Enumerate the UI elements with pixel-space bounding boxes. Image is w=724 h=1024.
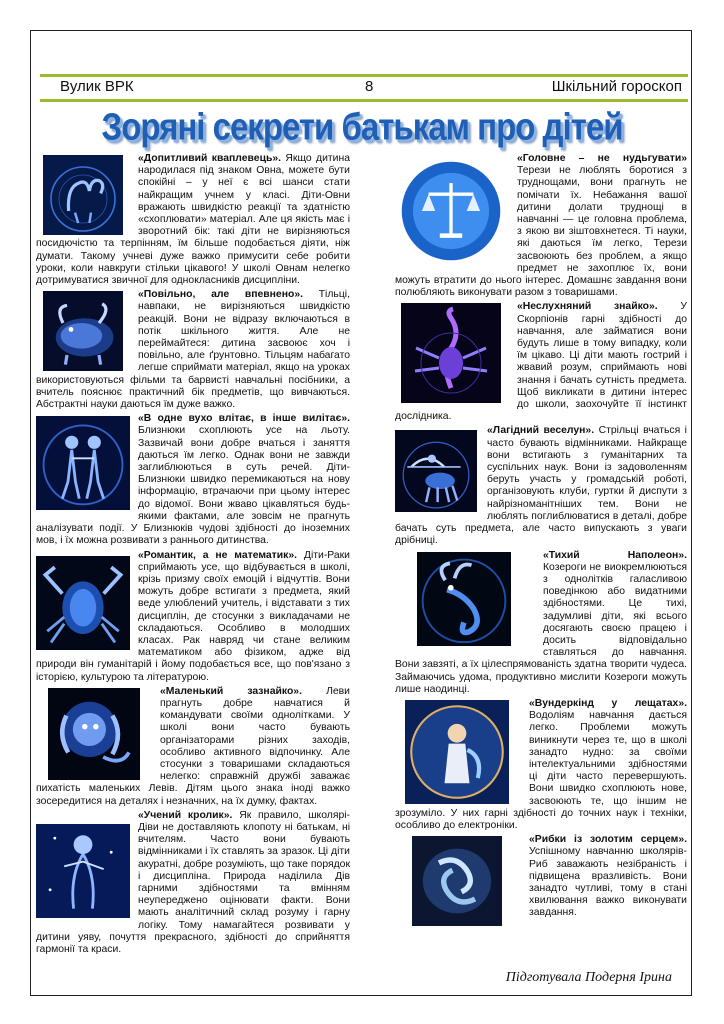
entry-pisces [395,834,687,928]
entry-capricorn [395,550,687,696]
entry-lead: «Маленький зазнайко». [160,685,302,697]
aries-icon [36,155,130,235]
entry-lead: «Допитливий кваплевець». [138,153,282,164]
entry-lead: «В одне вухо влітає, в інше вилітає». [138,413,350,425]
header-rule-top [40,74,688,77]
pisces-icon [395,836,519,926]
entry-text: Водоліям навчання дається легко. Проблеми можуть виникнути через те, що в школі занадто нудно: за своїми інтелектуальними здібностями ці діти часто перевершують. Вони швидко схоплюють нове, засвоюють те, що іншим не зрозуміло. У них гарні здібності до точних наук і техніки, особливо до електроніки. [395,710,687,831]
entry-text: Козероги не виокремлюються з однолітків галасливою поведінкою або видатними здібностями. Це тихі, задумливі діти, які всього досягають своєю працею і досить відповідально ставляться до навчання. Вони завзяті, а їх цілеспрямованість здатна творити чудеса. Займаючись удома, продуктивно мислити Козероги можуть лише наодинці. [395,561,687,695]
capricorn-icon [395,552,533,646]
entry-lead: «Головне – не нудьгувати» [517,153,687,164]
taurus-icon [36,291,130,371]
cancer-icon [36,552,130,654]
entry-lead: «Рибки із золотим серцем». [529,834,687,846]
entry-sagittarius [395,425,687,547]
entry-text: Як правило, школярі-Діви не доставляють клопоту ні батькам, ні вчителям. Часто вони бувають відмінниками і їх ставлять за зразок. Ці діти акуратні, добре розуміють, що таке порядок і дисципліна. Природа наділила Дів гарними здібностями та вмінням неупереджено оцінювати факти. Вони мають аналітичний склад розуму і гарну логіку. Тому намагайтеся розвивати у дитини уяву, почуття прекрасного, здібності до сприйняття гармонії та краси. [36,809,350,955]
entry-text: Терези не люблять боротися з труднощами, вони прагнуть не помічати їх. Небажання вашої дитини долати труднощі в навчанні — це головна проблема, з якою ви зіштовхнетеся. Ті науки, які даються їм легко, Терези засвоюють без проблем, а якщо предмет не захоплює їх, вони можуть втратити до нього інтерес. Домашнє завдання вони полюбляють виконувати разом з товаришами. [395,165,687,299]
entry-text: Леви прагнуть добре навчатися й командувати своїми однолітками. У школі вони часто бувають організаторами різних заходів, особливо активного відпочинку. Але стосунки з товаришами складаються нелегко: справжній дружбі заважає пихатість маленьких Левів. Дітям цього знака іноді важко зосередитися на деталях і незначних, на їх думку, фактах. [36,685,350,807]
entry-text: Діти-Раки сприймають усе, що відбувається в школі, крізь призму своїх емоцій і відчуттів. Вони можуть добре встигати з предмета, який веде улюблений учитель, і відставати з тих дисциплін, де стосунки з викладачами не складаються. Особливо в молодших класах. Рак навряд чи стане великим математиком або фізиком, адже від природи він гуманітарій і йому подобається все, що пов'язано з історією, культурою та літературою. [36,549,350,683]
entry-lead: «Учений кролик». [138,809,233,821]
right-column [395,153,687,930]
entry-virgo [36,810,350,956]
entry-text: Близнюки схоплюють усе на льоту. Зазвичай вони добре вчаться і заняття даються їм легко. Однак вони не завжди заглиблюються в суть речей. Діти-Близнюки швидко перемикаються на нову інформацію, втрачаючи при цьому інтерес до відомої. Вони жваво цікавляться будь-якими фактами, але зовсім не прагнуть аналізувати події. У Близнюків чудові здібності до іноземних мов, і їх можна розвивати з раннього дитинства. [36,425,350,547]
entry-lead: «Повільно, але впевнено». [138,289,303,301]
entry-lead: «Лагідний веселун». [487,425,595,437]
virgo-icon [36,812,130,930]
entry-lead: «Неслухняний знайко». [517,301,658,313]
scorpio-icon [395,303,507,403]
article-title: Зоряні секрети батькам про дітей [101,105,623,148]
entry-text: Стрільці вчаться і часто бувають відмінниками. Найкраще вони встигають з гуманітарних та суспільних наук. Вони із задоволенням беруть участь у громадській роботі, організовують клуби, гуртки й диспути з найрізноманітніших тем. Вони не люблять поглиблюватися в деталі, добре бачать суть предмета, але часто випускають з уваги дрібниці. [395,425,687,547]
leo-icon [36,688,152,780]
entry-taurus [36,289,350,411]
entry-cancer [36,550,350,684]
aquarius-icon [395,700,519,804]
entry-lead: «Тихий Наполеон». [543,549,687,561]
gemini-icon [36,415,130,511]
entry-scorpio [395,301,687,423]
entry-aries [36,153,350,287]
publication-name: Вулик ВРК [60,78,134,95]
entry-text: Успішному навчанню школярів-Риб заважають незібраність і підвищена вразливість. Вони занадто чутливі, тому в стані хвилювання важко виконувати завдання. [529,846,687,919]
section-name: Шкільний гороскоп [551,78,682,95]
entry-lead: «Вундеркінд у лещатах». [529,697,687,709]
entry-text: Тільці, навпаки, не вирізняються швидкістю реакцій. Вони не відразу включаються в потік шкільного життя. Але не переймайтеся: дитина засвоює хоч і повільно, але ґрунтовно. Тільцям набагато легше сприймати матеріал, якщо на уроках використовуються фільми та барвисті навчальні посібники, а вчитель пояснює практичний бік предметів, що вивчаються. Абстрактні науки даються їм дуже важко. [36,289,350,411]
entry-text: Якщо дитина народилася під знаком Овна, можете бути спокійні – у неї є всі шанси стати найкращим учнем у класі. Діти-Овни вражають швидкістю реакції та здатністю «схоплювати» матеріал. Але ця якість має і зворотний бік: такі діти не вирізняються посидючістю та терпінням, їм більше подобається діяти, ніж думати. Такому учневі дуже важко примусити себе робити уроки, коли навкруги стільки цікавого! У школі Овнам нелегко дотримуватися звичної для однокласників дисципліни. [36,153,350,287]
header-rule-bottom [40,99,688,102]
left-column [36,153,350,958]
entry-libra [395,153,687,299]
entry-aquarius [395,698,687,832]
libra-icon [395,155,507,267]
page-number: 8 [365,78,374,95]
entry-gemini [36,413,350,547]
entry-leo [36,686,350,808]
sagittarius-icon [395,427,477,515]
entry-text: У Скорпіонів гарні здібності до навчання, але займатися вони будуть лише в тому випадку, коли їм цікаво. Ці діти мають гострий і жвавий розум, сприймають нові знання і бачать сутність предмета. Щоб викликати в дитини інтерес до школи, заохочуйте її інстинкт дослідника. [395,301,687,423]
entry-lead: «Романтик, а не математик». [138,549,298,561]
author-signature: Підготувала Подерня Ірина [505,970,672,985]
